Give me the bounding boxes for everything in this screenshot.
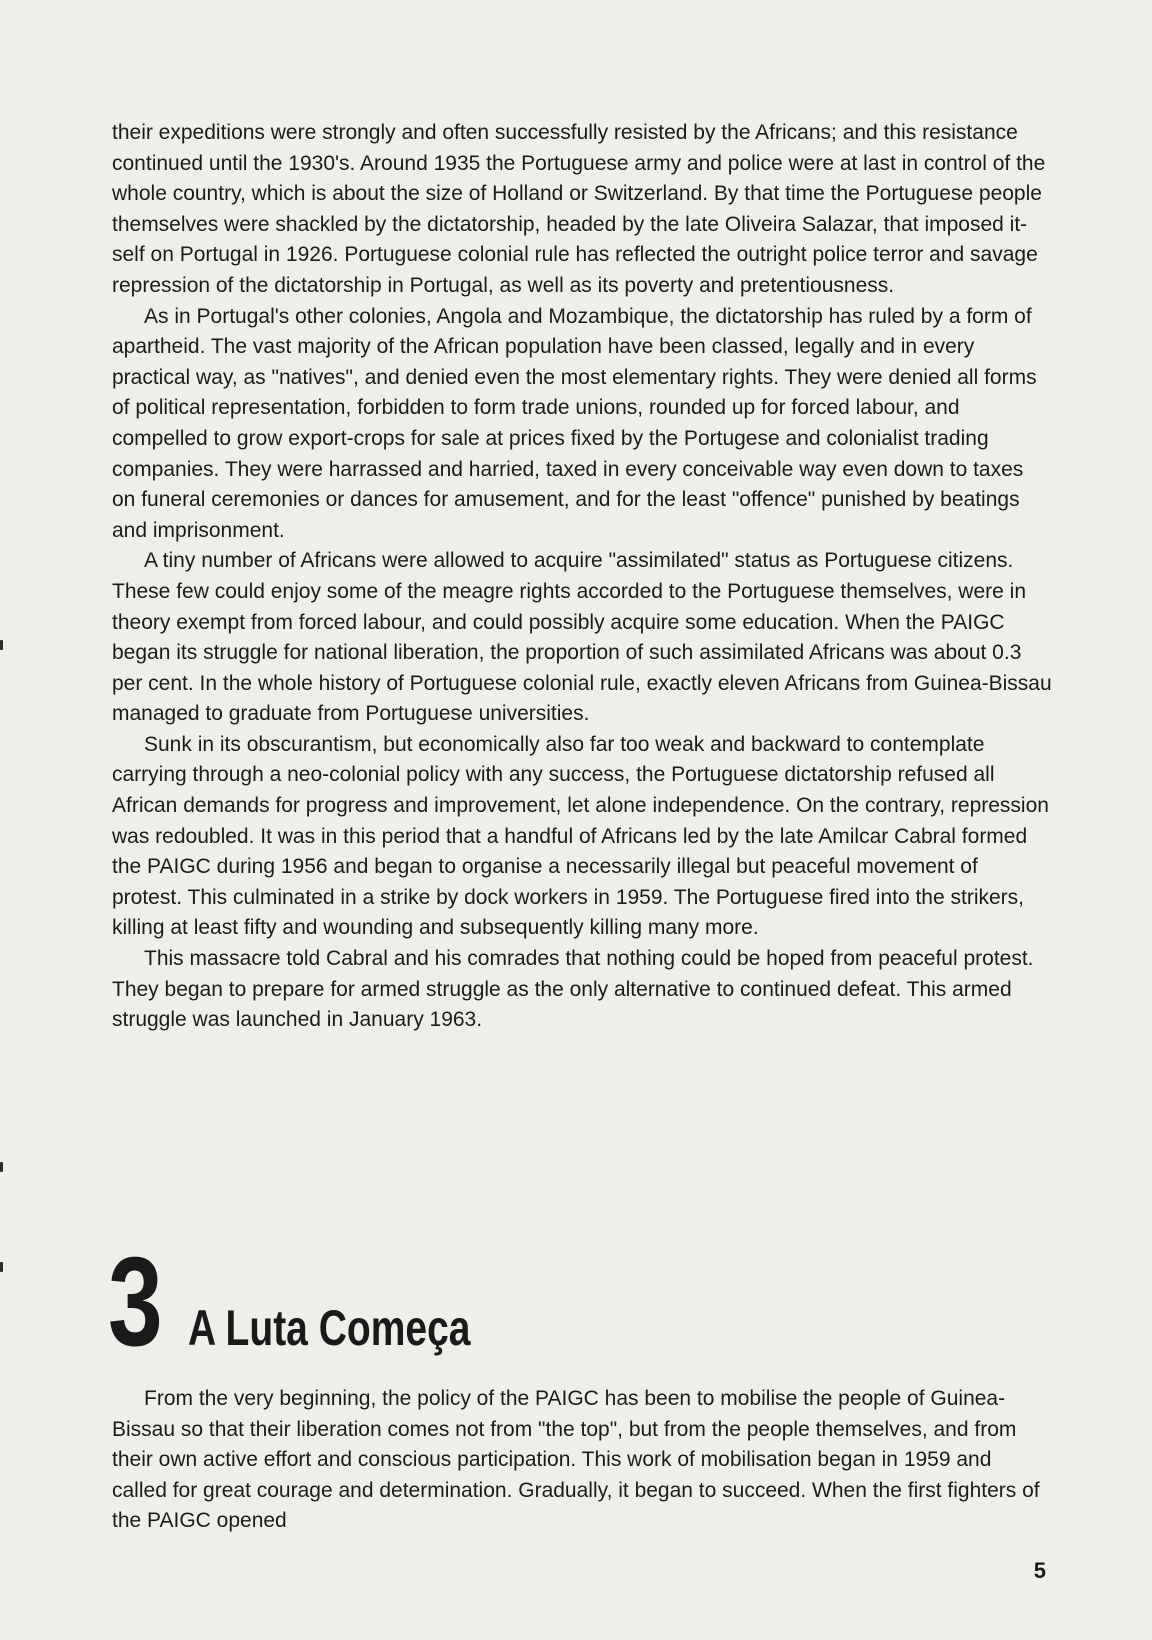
binding-mark: [0, 1162, 3, 1172]
section-body: [112, 1384, 1052, 1537]
binding-mark: [0, 1262, 3, 1272]
chapter-title: A Luta Começa: [188, 1300, 471, 1356]
chapter-number: 3: [108, 1231, 162, 1372]
paragraph-2: As in Portugal's other colonies, Angola and Mozambique, the dictatorship has ruled by a form of apartheid. The vast majority of the African population have been classed, legally and in every practical way, as "natives", and denied even the most elementary rights. They were denied all forms of political representation, forbidden to form trade unions, rounded up for forced labour, and compelled to grow export-crops for sale at prices fixed by the Portugese and colonialist trading companies. They were harrassed and harried, taxed in every conceivable way even down to taxes on funeral ceremonies or dances for amusement, and for the least "offence" punished by beatings and imprisonment.: [112, 304, 1037, 542]
paragraph-4: Sunk in its obscurantism, but economically also far too weak and backward to contemplate carrying through a neo-colonial policy with any success, the Portuguese dictatorship refused all African demands for progress and improvement, let alone independence. On the contrary, repression was redoubled. It was in this period that a handful of Africans led by the late Amilcar Cabral formed the PAIGC during 1956 and began to organise a necessarily illegal but peaceful movement of protest. This culminated in a strike by dock workers in 1959. The Portuguese fired into the strikers, killing at least fifty and wounding and subsequently killing many more.: [112, 732, 1049, 940]
page-body: [112, 118, 1052, 1036]
binding-mark: [0, 640, 3, 650]
paragraph-3: A tiny number of Africans were allowed to acquire "assimilated" status as Portuguese citizens. These few could enjoy some of the meagre rights accorded to the Portuguese themselves, were in theory exempt from forced labour, and could possibly acquire some education. When the PAIGC began its struggle for national liberation, the proportion of such assimilated Africans was about 0.3 per cent. In the whole history of Portuguese colonial rule, exactly eleven Africans from Guinea-Bissau managed to graduate from Portuguese universities.: [112, 549, 1052, 726]
section-paragraph-1: From the very beginning, the policy of the PAIGC has been to mobilise the people of Guinea-Bissau so that their liberation comes not from "the top", but from the people themselves, and from their own active effort and conscious participation. This work of mobilisation began in 1959 and called for great courage and determination. Gradually, it began to succeed. When the first fighters of the PAIGC opened: [112, 1387, 1040, 1533]
paragraph-5: This massacre told Cabral and his comrades that nothing could be hoped from peaceful protest. They began to prepare for armed struggle as the only alternative to continued defeat. This armed struggle was launched in January 1963.: [112, 947, 1034, 1032]
paragraph-1: their expeditions were strongly and often successfully resisted by the Africans; and this resistance continued until the 1930's. Around 1935 the Portuguese army and police were at last in control of the whole country, which is about the size of Holland or Switzerland. By that time the Portuguese people themselves were shackled by the dictatorship, headed by the late Oliveira Salazar, that imposed itself on Portugal in 1926. Portuguese colonial rule has reflected the outright police terror and savage repression of the dictatorship in Portugal, as well as its poverty and pretentiousness.: [112, 121, 1046, 297]
page-number: 5: [1033, 1558, 1046, 1583]
